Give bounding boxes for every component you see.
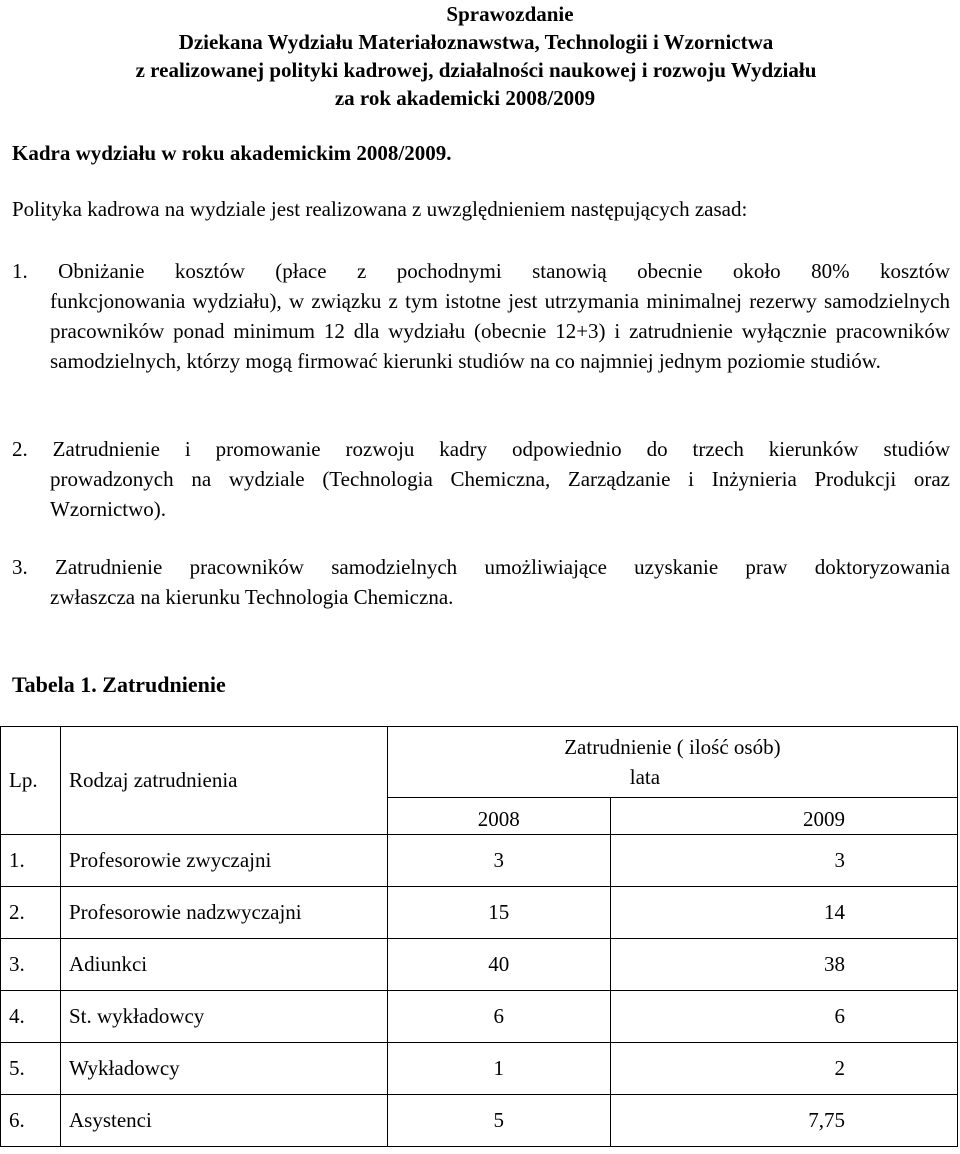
row-2008: 40 bbox=[387, 939, 610, 991]
row-lp: 1. bbox=[1, 835, 61, 887]
policy-point-3-first-line: 3. Zatrudnienie pracowników samodzielnych umożliwiające uzyskanie praw doktoryzowania bbox=[12, 555, 950, 579]
table-title: Tabela 1. Zatrudnienie bbox=[12, 672, 226, 697]
header-group-line-1: Zatrudnienie ( ilość osób) bbox=[564, 735, 781, 759]
policy-point-3-rest: zwłaszcza na kierunku Technologia Chemiczna. bbox=[50, 585, 454, 609]
header-lp: Lp. bbox=[1, 727, 61, 835]
row-2009: 3 bbox=[610, 835, 957, 887]
row-type: Asystenci bbox=[60, 1095, 387, 1147]
row-lp: 2. bbox=[1, 887, 61, 939]
row-2008: 6 bbox=[387, 991, 610, 1043]
row-type: Adiunkci bbox=[60, 939, 387, 991]
policy-point-1 bbox=[12, 256, 950, 376]
employment-table bbox=[0, 726, 958, 1147]
row-2008: 1 bbox=[387, 1043, 610, 1095]
header-group bbox=[387, 727, 957, 798]
header-line-4: za rok akademicki 2008/2009 bbox=[334, 86, 596, 110]
row-2008: 15 bbox=[387, 887, 610, 939]
header-group-line-2: lata bbox=[629, 765, 661, 789]
table-row bbox=[1, 1043, 958, 1095]
row-type: Wykładowcy bbox=[60, 1043, 387, 1095]
table-row bbox=[1, 887, 958, 939]
policy-point-1-rest: funkcjonowania wydziału), w związku z tym istotne jest utrzymania minimalnej rezerwy samodzielnych pracowników ponad minimum 12 dla wydziału (obecnie 12+3) i zatrudnienie wyłącznie pracowników samodzielnych, którzy mogą firmować kierunki studiów na co najmniej jednym poziomie studiów. bbox=[50, 289, 950, 373]
table-row bbox=[1, 939, 958, 991]
row-lp: 6. bbox=[1, 1095, 61, 1147]
header-type: Rodzaj zatrudnienia bbox=[60, 727, 387, 835]
row-2009: 6 bbox=[610, 991, 957, 1043]
row-type: Profesorowie zwyczajni bbox=[60, 835, 387, 887]
row-lp: 4. bbox=[1, 991, 61, 1043]
row-2009: 7,75 bbox=[610, 1095, 957, 1147]
row-type: St. wykładowcy bbox=[60, 991, 387, 1043]
section-title: Kadra wydziału w roku akademickim 2008/2009. bbox=[12, 141, 452, 165]
row-lp: 3. bbox=[1, 939, 61, 991]
table-header-row bbox=[1, 727, 958, 798]
header-line-1: Sprawozdanie bbox=[446, 2, 574, 26]
policy-point-2 bbox=[12, 434, 950, 524]
table-row bbox=[1, 991, 958, 1043]
report-header bbox=[0, 0, 960, 112]
row-2009: 38 bbox=[610, 939, 957, 991]
header-line-2: Dziekana Wydziału Materiałoznawstwa, Technologii i Wzornictwa bbox=[178, 30, 774, 54]
row-2009: 14 bbox=[610, 887, 957, 939]
table-row bbox=[1, 1095, 958, 1147]
row-lp: 5. bbox=[1, 1043, 61, 1095]
header-year-2008: 2008 bbox=[387, 798, 610, 835]
row-2008: 3 bbox=[387, 835, 610, 887]
policy-point-2-rest: prowadzonych na wydziale (Technologia Chemiczna, Zarządzanie i Inżynieria Produkcji oraz Wzornictwo). bbox=[50, 467, 950, 521]
policy-point-1-first-line: 1. Obniżanie kosztów (płace z pochodnymi stanowią obecnie około 80% kosztów bbox=[12, 259, 950, 283]
row-type: Profesorowie nadzwyczajni bbox=[60, 887, 387, 939]
row-2009: 2 bbox=[610, 1043, 957, 1095]
table-row bbox=[1, 835, 958, 887]
header-line-3: z realizowanej polityki kadrowej, działalności naukowej i rozwoju Wydziału bbox=[135, 58, 817, 82]
policy-point-3 bbox=[12, 552, 950, 612]
policy-point-2-first-line: 2. Zatrudnienie i promowanie rozwoju kadry odpowiednio do trzech kierunków studiów bbox=[12, 437, 950, 461]
row-2008: 5 bbox=[387, 1095, 610, 1147]
header-year-2009: 2009 bbox=[610, 798, 957, 835]
intro-text: Polityka kadrowa na wydziale jest realizowana z uwzględnieniem następujących zasad: bbox=[12, 197, 748, 221]
